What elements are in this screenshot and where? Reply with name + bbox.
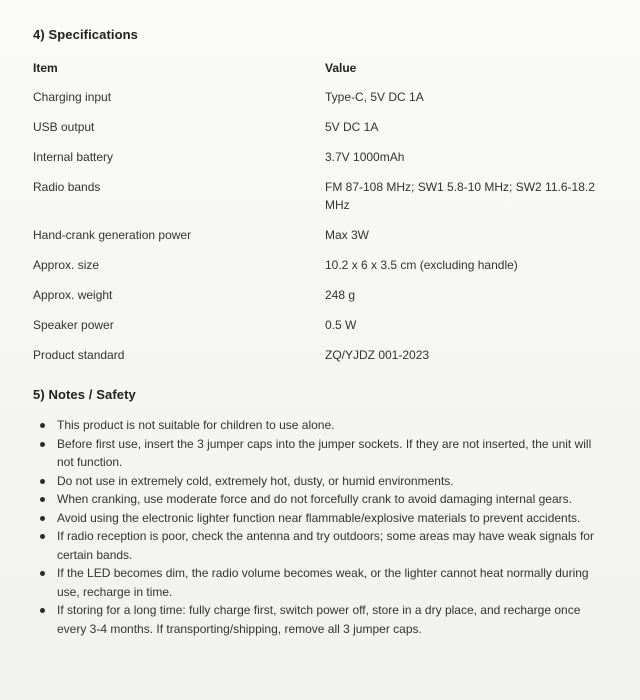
- spec-item-label: Hand-crank generation power: [33, 228, 192, 242]
- notes-safety-heading: 5) Notes / Safety: [33, 387, 136, 402]
- table-row: [33, 286, 595, 304]
- specifications-heading: 4) Specifications: [33, 27, 139, 42]
- bullet-icon: [40, 479, 45, 484]
- list-item: [40, 601, 595, 638]
- safety-notes-list: [40, 416, 595, 638]
- specifications-table: [33, 59, 595, 364]
- spec-item-value: Max 3W: [325, 228, 370, 242]
- note-text: Do not use in extremely cold, extremely hot, dusty, or humid environments.: [57, 473, 454, 488]
- bullet-icon: [40, 516, 45, 521]
- column-header-item: Item: [33, 61, 58, 75]
- table-row: [33, 148, 595, 166]
- spec-item-value: Type-C, 5V DC 1A: [325, 90, 424, 104]
- table-header-row: [33, 59, 595, 77]
- list-item: [40, 490, 595, 509]
- spec-item-value: 0.5 W: [325, 318, 357, 332]
- spec-item-value: ZQ/YJDZ 001-2023: [325, 348, 430, 362]
- spec-item-label: Radio bands: [33, 180, 101, 194]
- note-text: When cranking, use moderate force and do not forcefully crank to avoid damaging internal gears.: [57, 492, 572, 506]
- bullet-icon: [40, 442, 45, 447]
- bullet-icon: [40, 497, 45, 502]
- list-item: [40, 435, 595, 472]
- spec-item-value: 248 g: [325, 288, 356, 302]
- column-header-value: Value: [325, 61, 357, 75]
- bullet-icon: [40, 608, 45, 613]
- bullet-icon: [40, 571, 45, 576]
- table-row: [33, 346, 595, 364]
- note-text: Avoid using the electronic lighter function near flammable/explosive materials to prevent accidents.: [57, 510, 581, 525]
- list-item: [40, 416, 595, 435]
- table-row: [33, 316, 595, 334]
- spec-item-label: Charging input: [33, 90, 112, 104]
- note-text: Before first use, insert the 3 jumper caps into the jumper sockets. If they are not inserted, the unit will not function.: [57, 436, 592, 469]
- table-row: [33, 256, 595, 274]
- spec-item-label: Internal battery: [33, 150, 114, 164]
- spec-item-label: USB output: [33, 120, 95, 134]
- table-row: [33, 226, 595, 244]
- spec-item-label: Speaker power: [33, 318, 114, 332]
- spec-item-label: Approx. size: [33, 258, 100, 272]
- note-text: If the LED becomes dim, the radio volume becomes weak, or the lighter cannot heat normally during use, recharge in time.: [57, 566, 589, 599]
- list-item: [40, 472, 595, 491]
- table-row: [33, 118, 595, 136]
- spec-item-value: 3.7V 1000mAh: [325, 150, 405, 164]
- spec-item-label: Approx. weight: [33, 288, 113, 302]
- spec-item-value: 5V DC 1A: [325, 120, 379, 134]
- note-text: This product is not suitable for children to use alone.: [57, 418, 335, 432]
- spec-item-value: FM 87-108 MHz; SW1 5.8-10 MHz; SW2 11.6-18.2 MHz: [325, 180, 595, 212]
- bullet-icon: [40, 534, 45, 539]
- list-item: [40, 527, 595, 564]
- bullet-icon: [40, 423, 45, 428]
- spec-item-value: 10.2 x 6 x 3.5 cm (excluding handle): [325, 258, 518, 272]
- spec-item-label: Product standard: [33, 348, 125, 362]
- list-item: [40, 564, 595, 601]
- table-row: [33, 88, 595, 106]
- table-row: [33, 178, 595, 214]
- note-text: If storing for a long time: fully charge first, switch power off, store in a dry place, and recharge once every 3-4 months. If transporting/shipping, remove all 3 jumper caps.: [57, 603, 581, 636]
- note-text: If radio reception is poor, check the antenna and try outdoors; some areas may have weak signals for certain bands.: [57, 529, 594, 562]
- list-item: [40, 509, 595, 528]
